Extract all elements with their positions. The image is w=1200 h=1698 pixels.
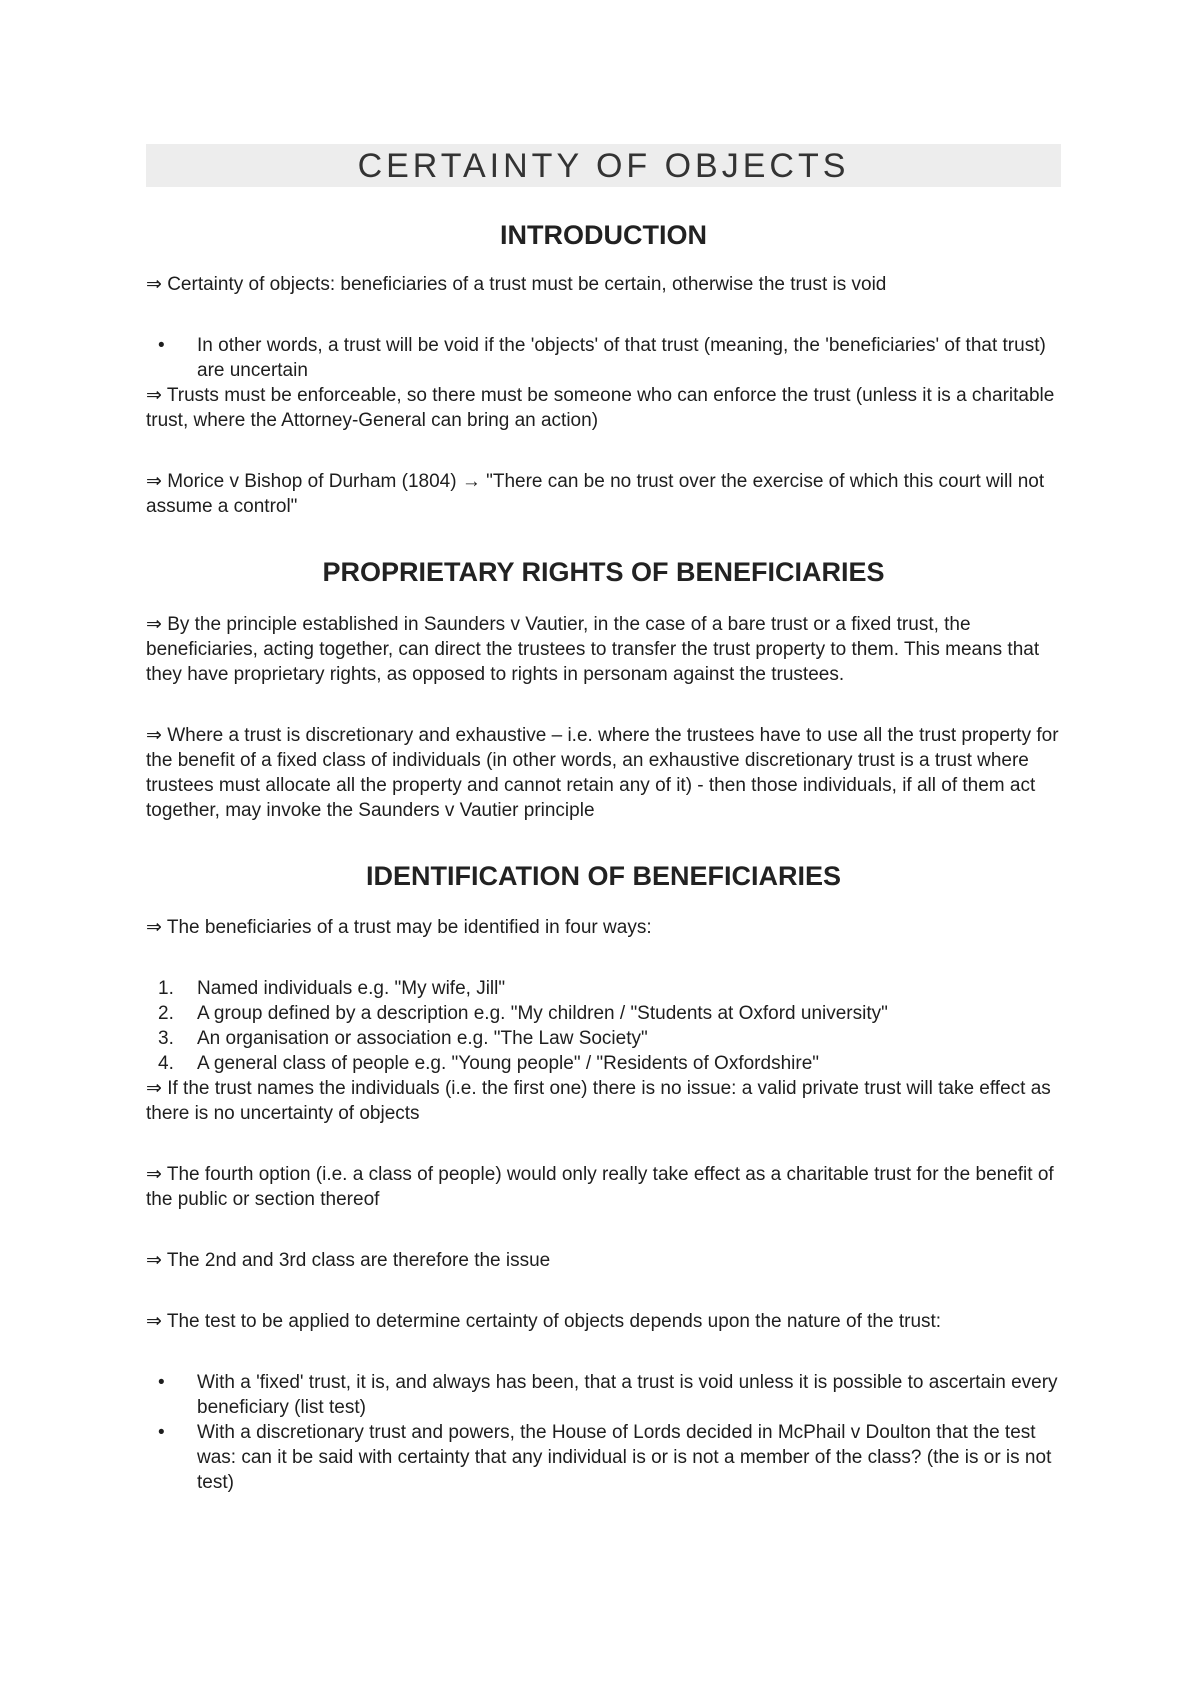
list-item-text: Named individuals e.g. "My wife, Jill" [197, 978, 506, 1000]
list-number: 2. [158, 1003, 174, 1025]
list-number: 4. [158, 1053, 174, 1075]
list-number: 1. [158, 978, 174, 1000]
identification-bullet-list [146, 1370, 1061, 1495]
proprietary-paragraph-1: ⇒ By the principle established in Saunders v Vautier, in the case of a bare trust or a fixed trust, the beneficiaries, acting together, can direct the trustees to transfer the trust property to them. This means that they have proprietary rights, as opposed to rights in personam against the trustees. [146, 613, 1040, 685]
numbered-list-item [146, 976, 1061, 1001]
identification-paragraph-1: ⇒ The beneficiaries of a trust may be identified in four ways: [146, 917, 652, 939]
identification-bullet-item: • With a discretionary trust and powers, the House of Lords decided in McPhail v Doulton that the test was: can it be said with certainty that any individual is or is not a member of the class? (the is or is not test) [146, 1420, 1061, 1495]
list-item-text: A group defined by a description e.g. "My children / "Students at Oxford university" [197, 1003, 888, 1025]
intro-bullet-item: • In other words, a trust will be void if the 'objects' of that trust (meaning, the 'beneficiaries' of that trust) are uncertain [146, 333, 1061, 383]
numbered-list-item [146, 1026, 1061, 1051]
identification-paragraph-4: ⇒ The 2nd and 3rd class are therefore the issue [146, 1250, 551, 1272]
numbered-list-item [146, 1001, 1061, 1026]
document-page [146, 144, 1061, 1495]
intro-paragraph-1: ⇒ Certainty of objects: beneficiaries of a trust must be certain, otherwise the trust is void [146, 274, 887, 296]
list-item-text: An organisation or association e.g. "The Law Society" [197, 1028, 648, 1050]
numbered-list-item [146, 1051, 1061, 1076]
document-title: CERTAINTY OF OBJECTS [357, 146, 850, 185]
identification-paragraph-2: ⇒ If the trust names the individuals (i.e. the first one) there is no issue: a valid private trust will take effect as there is no uncertainty of objects [146, 1078, 1051, 1125]
list-number: 3. [158, 1028, 174, 1050]
intro-paragraph-3: ⇒ Morice v Bishop of Durham (1804) → "There can be no trust over the exercise of which this court will not assume a control" [146, 471, 1045, 518]
identification-numbered-list [146, 976, 1061, 1076]
intro-paragraph-2: ⇒ Trusts must be enforceable, so there must be someone who can enforce the trust (unless it is a charitable trust, where the Attorney-General can bring an action) [146, 385, 1055, 432]
proprietary-paragraph-2: ⇒ Where a trust is discretionary and exhaustive – i.e. where the trustees have to use all the trust property for the benefit of a fixed class of individuals (in other words, an exhaustive discretionary trust is a trust where trustees must allocate all the property and cannot retain any of it) - then those individuals, if all of them act together, may invoke the Saunders v Vautier principle [146, 724, 1059, 821]
title-bar [146, 144, 1061, 187]
heading-introduction: INTRODUCTION [500, 220, 707, 250]
intro-bullet-list [146, 333, 1061, 383]
list-item-text: A general class of people e.g. "Young people" / "Residents of Oxfordshire" [197, 1053, 819, 1075]
heading-identification: IDENTIFICATION OF BENEFICIARIES [365, 860, 841, 891]
identification-paragraph-3: ⇒ The fourth option (i.e. a class of people) would only really take effect as a charitable trust for the benefit of the public or section thereof [146, 1164, 1054, 1211]
heading-proprietary-rights: PROPRIETARY RIGHTS OF BENEFICIARIES [322, 557, 885, 588]
identification-bullet-item: • With a 'fixed' trust, it is, and always has been, that a trust is void unless it is possible to ascertain every beneficiary (list test) [146, 1370, 1061, 1420]
identification-paragraph-5: ⇒ The test to be applied to determine certainty of objects depends upon the nature of the trust: [146, 1311, 942, 1333]
